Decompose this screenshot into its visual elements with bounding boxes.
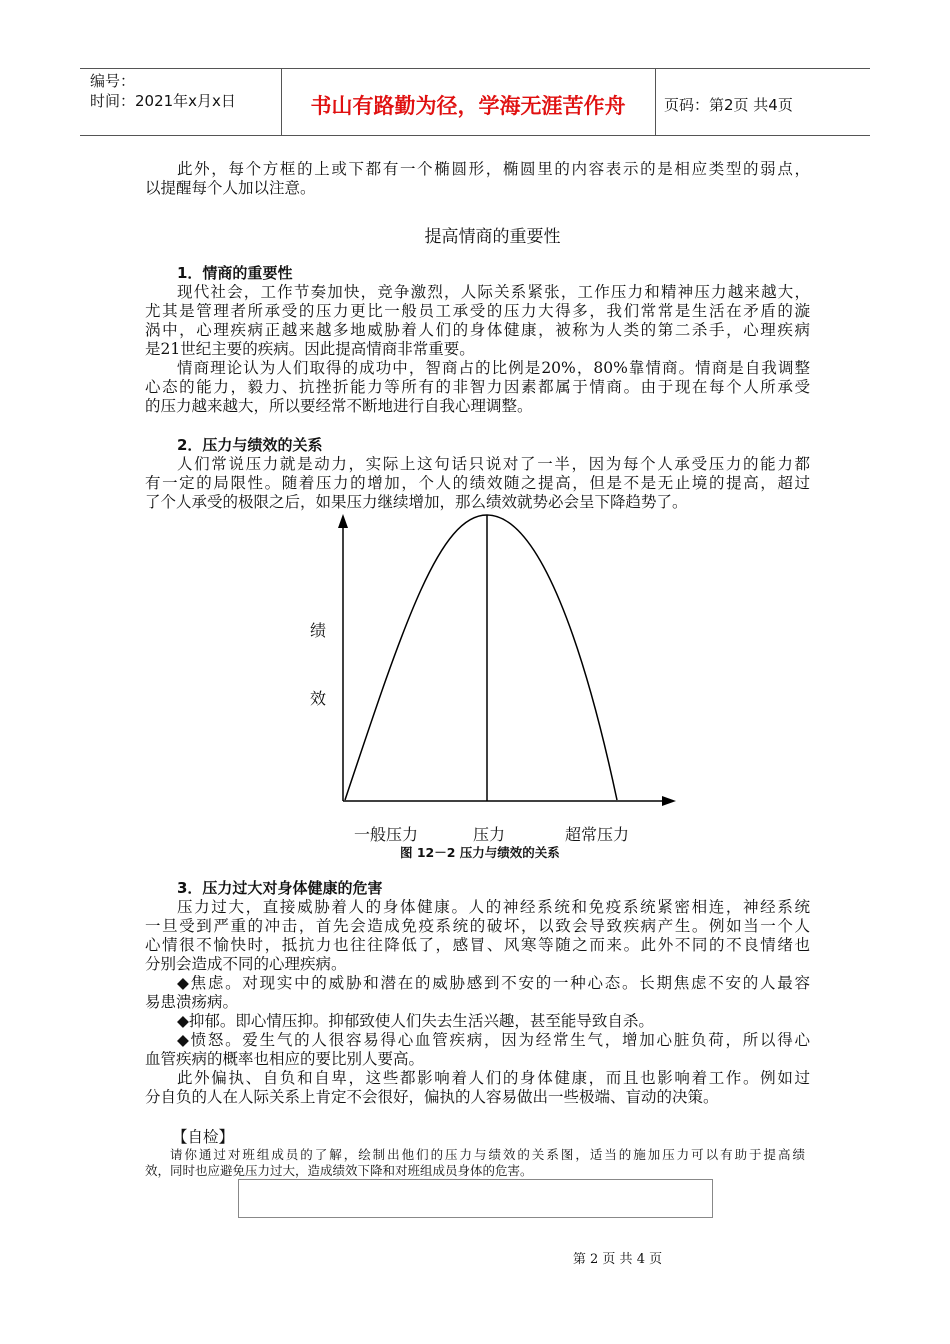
- self-check-line: 效，同时也应避免压力过大，造成绩效下降和对班组成员身体的危害。: [145, 1163, 533, 1178]
- y-axis-label: 效: [310, 689, 327, 708]
- section2-heading: 2．压力与绩效的关系: [177, 436, 323, 454]
- body-line: 尤其是管理者所承受的压力更比一般员工承受的压力大得多，我们常常是生活在矛盾的漩: [145, 302, 810, 320]
- body-line: 是21世纪主要的疾病。因此提高情商非常重要。: [145, 340, 475, 358]
- body-line: ◆愤怒。爱生气的人很容易得心血管疾病，因为经常生气，增加心脏负荷，所以得心: [177, 1031, 810, 1049]
- y-axis-arrow: [338, 514, 348, 528]
- body-line: 现代社会，工作节奏加快，竞争激烈，人际关系紧张，工作压力和精神压力越来越大，: [177, 283, 810, 301]
- body-line: 了个人承受的极限之后，如果压力继续增加，那么绩效就势必会呈下降趋势了。: [145, 493, 688, 511]
- figure-caption: 图 12－2 压力与绩效的关系: [400, 845, 560, 860]
- body-line: ◆焦虑。对现实中的威胁和潜在的威胁感到不安的一种心态。长期焦虑不安的人最容: [177, 974, 810, 992]
- x-label-pressure: 压力: [473, 825, 506, 844]
- body-line: 一旦受到严重的冲击，首先会造成免疫系统的破坏，以致会导致疾病产生。例如当一个人: [145, 917, 810, 935]
- body-line: 压力过大，直接威胁着人的身体健康。人的神经系统和免疫系统紧密相连，神经系统: [177, 898, 810, 916]
- doc-number-label: 编号：: [90, 72, 136, 90]
- body-line: 分自负的人在人际关系上肯定不会很好，偏执的人容易做出一些极端、盲动的决策。: [145, 1088, 719, 1106]
- body-line: 易患溃疡病。: [145, 993, 239, 1011]
- section1-heading: 1．情商的重要性: [177, 264, 293, 282]
- intro-line: 此外，每个方框的上或下都有一个椭圆形，椭圆里的内容表示的是相应类型的弱点，: [177, 160, 810, 178]
- body-line: 情商理论认为人们取得的成功中，智商占的比例是20%，80%靠情商。情商是自我调整: [177, 359, 810, 377]
- body-line: 的压力越来越大，所以要经常不断地进行自我心理调整。: [145, 397, 533, 415]
- body-line: 心情很不愉快时，抵抗力也往往降低了，感冒、风寒等随之而来。此外不同的不良情绪也: [145, 936, 810, 954]
- body-line: 涡中，心理疾病正越来越多地威胁着人们的身体健康，被称为人类的第二杀手，心理疾病: [145, 321, 810, 339]
- header-motto: 书山有路勤为径，学海无涯苦作舟: [310, 94, 626, 118]
- self-check-line: 请你通过对班组成员的了解，绘制出他们的压力与绩效的关系图，适当的施加压力可以有助于提高绩: [170, 1147, 805, 1162]
- x-label-normal: 一般压力: [354, 825, 419, 844]
- body-line: 分别会造成不同的心理疾病。: [145, 955, 347, 973]
- doc-time-label: 时间：2021年x月x日: [90, 92, 236, 110]
- x-label-excess: 超常压力: [565, 825, 630, 844]
- body-line: 有一定的局限性。随着压力的增加，个人的绩效随之提高，但是不是无止境的提高，超过: [145, 474, 810, 492]
- section3-heading: 3．压力过大对身体健康的危害: [177, 879, 383, 897]
- body-line: 人们常说压力就是动力，实际上这句话只说对了一半，因为每个人承受压力的能力都: [177, 455, 810, 473]
- section-title: 提高情商的重要性: [424, 227, 561, 247]
- body-line: 此外偏执、自负和自卑，这些都影响着人们的身体健康，而且也影响着工作。例如过: [177, 1069, 810, 1087]
- x-axis-arrow: [662, 796, 676, 806]
- answer-box[interactable]: [238, 1179, 713, 1218]
- body-line: ◆抑郁。即心情压抑。抑郁致使人们失去生活兴趣，甚至能导致自杀。: [177, 1012, 654, 1030]
- page-footer: 第 2 页 共 4 页: [572, 1252, 663, 1267]
- performance-curve: [345, 515, 617, 800]
- y-axis-label: 绩: [310, 621, 327, 640]
- self-check-heading: 【自检】: [172, 1128, 235, 1146]
- body-line: 血管疾病的概率也相应的要比别人要高。: [145, 1050, 425, 1068]
- body-line: 心态的能力，毅力、抗挫折能力等所有的非智力因素都属于情商。由于现在每个人所承受: [145, 378, 810, 396]
- intro-line: 以提醒每个人加以注意。: [145, 179, 316, 197]
- page-info: 页码：第2页 共4页: [664, 96, 793, 114]
